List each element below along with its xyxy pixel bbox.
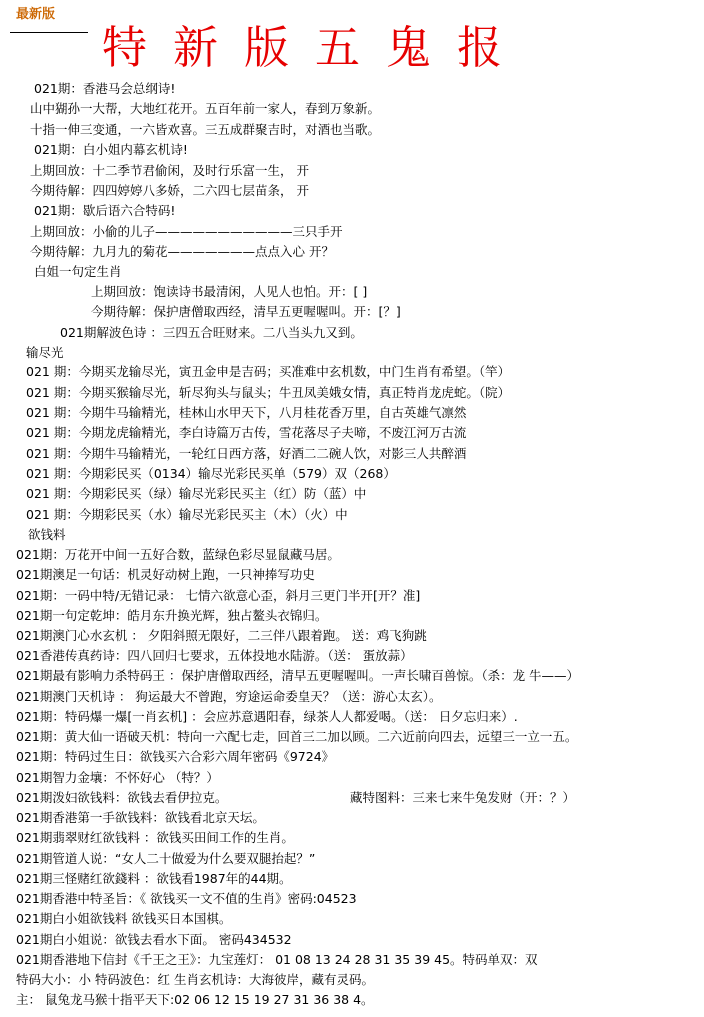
text-line: 021期：歇后语六合特码! <box>34 203 176 218</box>
text-line: 021 期：今期买龙输尽光，寅丑金申是吉码；买准难中玄机数，中门生肖有希望。（竿） <box>26 364 511 379</box>
text-line: 021期翡翠财红欲钱料 ：欲钱买田间工作的生肖。 <box>16 830 294 845</box>
text-line: 021期澳足一句话：机灵好动树上跑，一只神捧写功史 <box>16 567 315 582</box>
text-line: 021 期：今期龙虎输精光，李白诗篇万古传，雪花落尽子夫啼，不废江河万古流 <box>26 425 467 440</box>
text-line: 021期香港地下信封《千王之王》：九宝莲灯： 01 08 13 24 28 31 35 39 45。特码单双：双 <box>16 952 538 967</box>
text-line: 021期：特码爆一爆[一肖玄机] ：会应苏意遇阳春，绿茶人人都爱喝。（送： 日夕忘归来）. <box>16 709 518 724</box>
text-line: 今期待解：四四婷婷八多娇，二六四七层苗条， 开 <box>30 183 309 198</box>
text-line: 021期澳门天机诗 ： 狗运最大不曾跑，穷途运命委皇天？（送：游心太玄）。 <box>16 689 442 704</box>
text-line: 021期：一码中特/无错记录： 七情六欲意心歪，斜月三更门半开[开？准] <box>16 588 421 603</box>
text-line: 021 期：今期牛马输精光，一轮红日西方落，好酒二二碗人饮，对影三人共醉酒 <box>26 446 467 461</box>
text-line: 021期香港第一手欲钱料：欲钱看北京天坛。 <box>16 810 265 825</box>
text-line: 021期泼妇欲钱料：欲钱去看伊拉克。 <box>16 790 228 805</box>
text-line: 上期回放：十二季节君偷闲，及时行乐富一生， 开 <box>30 163 309 178</box>
text-line: 021期：香港马会总纲诗! <box>34 81 176 96</box>
text-line: 山中猢孙一大帮，大地红花开。五百年前一家人，春到万象新。 <box>30 101 381 116</box>
text-line: 021期管道人说：“女人二十做爱为什么要双腿抬起？” <box>16 851 316 866</box>
text-line: 021期解波色诗 ：三四五合旺财来。二八当头九又到。 <box>60 325 363 340</box>
text-line: 021 期：今期牛马输精光，桂林山水甲天下，八月桂花香万里，自古英雄气凛然 <box>26 405 467 420</box>
text-line: 021期：黄大仙一语破天机：特向一六配七走，回首三二加以顾。二六近前向四去，远望三一立一五。 <box>16 729 578 744</box>
text-line: 今期待解：九月九的菊花———————点点入心 开？ <box>30 244 334 259</box>
text-line: 021期智力金壤：不怀好心 （特？） <box>16 770 219 785</box>
text-line: 021香港传真药诗：四八回归七要求，五体投地水陆游。（送： 蛋放蒜） <box>16 648 413 663</box>
text-line: 特码大小：小 特码波色：红 生肖玄机诗：大海彼岸，藏有灵码。 <box>16 972 374 987</box>
text-line: 021期：特码过生日：欲钱买六合彩六周年密码《9724》 <box>16 749 335 764</box>
text-line: 白姐一句定生肖 <box>34 264 122 279</box>
text-line: 021 期：今期彩民买（0134）输尽光彩民买单（579）双（268） <box>26 466 396 481</box>
text-line: 021 期：今期彩民买（绿）输尽光彩民买主（红）防（蓝）中 <box>26 486 367 501</box>
edition-badge: 最新版 <box>16 7 56 22</box>
text-line: 上期回放：饱读诗书最清闲，人见人也怕。开：[ ] <box>91 284 368 299</box>
text-line: 021期三怪赌红欲錢料 ：欲钱看1987年的44期。 <box>16 871 292 886</box>
text-line: 藏特图料：三来七来牛兔发财（开：？） <box>350 790 576 805</box>
text-line: 021期一句定乾坤：皓月东升换光辉，独占鳌头衣锦归。 <box>16 608 328 623</box>
text-line: 021期澳门心水玄机 ： 夕阳斜照无限好，二三伴八跟着跑。 送：鸡飞狗跳 <box>16 628 427 643</box>
page-title: 特新版五鬼报 <box>102 21 529 74</box>
text-line: 输尽光 <box>26 345 64 360</box>
text-line: 今期待解：保护唐僧取西经，清早五更喔喔叫。开：[？] <box>91 304 401 319</box>
text-line: 021期香港中特圣旨：《 欲钱买一文不值的生肖》密码:04523 <box>16 891 357 906</box>
divider <box>10 32 88 33</box>
text-line: 021期白小姐说：欲钱去看水下面。 密码434532 <box>16 932 292 947</box>
text-line: 十指一伸三变通，一六皆欢喜。三五成群聚吉时，对酒也当歌。 <box>30 122 381 137</box>
text-line: 021期最有影响力杀特码王 ：保护唐僧取西经，清早五更喔喔叫。一声长啸百兽惊。（杀：龙 牛——） <box>16 668 580 683</box>
text-line: 021期：万花开中间一五好合数，蓝绿色彩尽显鼠藏马居。 <box>16 547 340 562</box>
text-line: 021 期：今期彩民买（水）输尽光彩民买主（木）（火）中 <box>26 507 348 522</box>
text-line: 主： 鼠兔龙马猴十指平天下:02 06 12 15 19 27 31 36 38 4。 <box>16 992 374 1007</box>
text-line: 021 期：今期买猴输尽光，斩尽狗头与鼠头；牛丑凤美娥女情，真正特肖龙虎蛇。（院） <box>26 385 511 400</box>
text-line: 021期：白小姐内幕玄机诗! <box>34 142 188 157</box>
text-line: 021期白小姐欲钱料 欲钱买日本国棋。 <box>16 911 232 926</box>
text-line: 上期回放：小偷的儿子———————————三只手开 <box>30 224 343 239</box>
text-line: 欲钱料 <box>28 527 66 542</box>
